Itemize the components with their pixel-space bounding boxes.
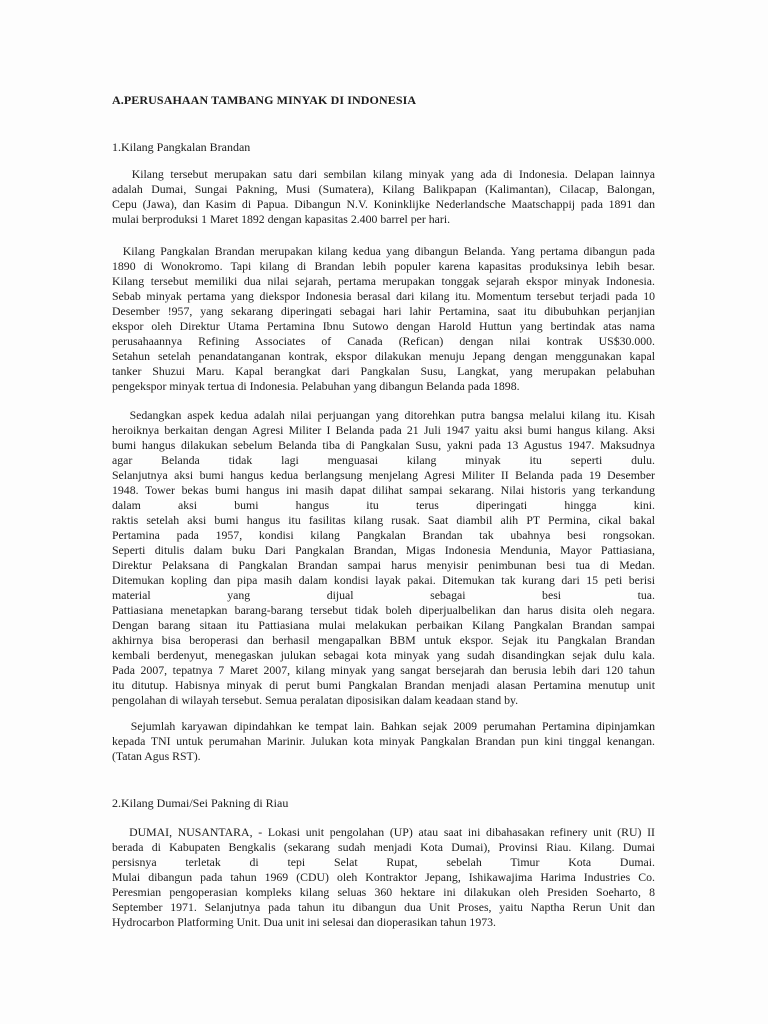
section-2-heading: 2.Kilang Dumai/Sei Pakning di Riau [112,796,289,810]
text-line: Pertamina pada 1957, kondisi kilang Pangkalan Brandan tak ubahnya besi rongsokan. [112,528,655,542]
section-1-paragraph-2 [112,244,655,394]
section-1-paragraph-4 [112,719,655,764]
text-line: heroiknya berkaitan dengan Agresi Militer I Belanda pada 21 Juli 1947 yaitu aksi bumi hangus kilang. Aksi [112,423,655,437]
text-line: Kilang tersebut merupakan satu dari sembilan kilang minyak yang ada di Indonesia. Delapan lainnya [112,167,655,181]
text-line: Seperti ditulis dalam buku Dari Pangkalan Brandan, Migas Indonesia Mendunia, Mayor Pattiasiana, [112,543,655,557]
text-line: Setahun setelah penandatanganan kontrak, ekspor dilakukan menuju Jepang dengan menggunakan kapal [112,349,655,363]
text-line: perusahaannya Refining Associates of Canada (Refican) dengan nilai kontrak US$30.000. [112,334,655,348]
text-line: kepada TNI untuk perumahan Marinir. Julukan kota minyak Pangkalan Brandan pun kini tinggal kenangan. [112,734,655,748]
section-2-paragraph-1 [112,825,655,930]
section-1-paragraph-1 [112,167,655,227]
text-line: pengolahan di wilayah tersebut. Semua peralatan diposisikan dalam keadaan stand by. [112,693,519,707]
text-line: mulai berproduksi 1 Maret 1892 dengan kapasitas 2.400 barrel per hari. [112,212,451,226]
text-line: itu ditutup. Habisnya minyak di perut bumi Pangkalan Brandan menjadi alasan Pertamina menutup unit [112,678,655,692]
text-line: Hydrocarbon Platforming Unit. Dua unit ini selesai dan dioperasikan tahun 1973. [112,915,496,929]
text-line: Ditemukan kopling dan pipa masih dalam kondisi layak pakai. Ditemukan tak kurang dari 15 peti berisi [112,573,655,587]
text-line: Direktur Pelaksana di Pangkalan Brandan sampai harus menyisir penimbunan besi tua di Medan. [112,558,655,572]
text-line: kembali berdenyut, menegaskan julukan sebagai kota minyak yang sudah disandingkan sejak dulu kala. [112,648,655,662]
text-line: material yang dijual sebagai besi tua. [112,588,655,602]
text-line: Selanjutnya aksi bumi hangus kedua berlangsung menjelang Agresi Militer II Belanda pada 19 Desember [112,468,655,482]
text-line: Peresmian pengoperasian kompleks kilang seluas 360 hektare ini dilakukan oleh Presiden Soeharto, 8 [112,885,655,899]
text-line: adalah Dumai, Sungai Pakning, Musi (Sumatera), Kilang Balikpapan (Kalimantan), Cilacap, Balongan, [112,182,655,196]
text-line: 1948. Tower bekas bumi hangus ini masih dapat dilihat sampai sekarang. Nilai historis yang terkandung [112,483,655,497]
section-1-heading: 1.Kilang Pangkalan Brandan [112,140,251,154]
text-line: Kilang tersebut memiliki dua nilai sejarah, pertama merupakan tonggak sejarah ekspor minyak Indonesia. [112,274,655,288]
text-line: tanker Shuzui Maru. Kapal berangkat dari Pangkalan Susu, Langkat, yang merupakan pelabuhan [112,364,655,378]
text-line: Pattiasiana menetapkan barang-barang tersebut tidak boleh diperjualbelikan dan harus disita oleh negara. [112,603,655,617]
text-line: (Tatan Agus RST). [112,749,201,763]
section-1-paragraph-3 [112,408,655,708]
text-line: Sejumlah karyawan dipindahkan ke tempat lain. Bahkan sejak 2009 perumahan Pertamina dipinjamkan [112,719,655,733]
text-line: 1890 di Wonokromo. Tapi kilang di Brandan lebih populer karena kapasitas produksinya lebih besar. [112,259,655,273]
text-line: Kilang Pangkalan Brandan merupakan kilang kedua yang dibangun Belanda. Yang pertama dibangun pada [112,244,655,258]
text-line: pengekspor minyak tertua di Indonesia. Pelabuhan yang dibangun Belanda pada 1898. [112,379,520,393]
text-line: Sebab minyak pertama yang diekspor Indonesia berasal dari kilang itu. Momentum tersebut terjadi pada 10 [112,289,655,303]
text-line: Cepu (Jawa), dan Kasim di Papua. Dibangun N.V. Koninklijke Nederlandsche Maatschappij pada 1891 dan [112,197,655,211]
text-line: berada di Kabupaten Bengkalis (sekarang sudah menjadi Kota Dumai), Provinsi Riau. Kilang. Dumai [112,840,655,854]
text-line: agar Belanda tidak lagi menguasai kilang minyak itu seperti dulu. [112,453,655,467]
text-line: Sedangkan aspek kedua adalah nilai perjuangan yang ditorehkan putra bangsa melalui kilang itu. Kisah [112,408,655,422]
text-line: Desember !957, yang sekarang diperingati sebagai hari lahir Pertamina, saat itu dibubuhkan perjanjian [112,304,655,318]
text-line: Dengan barang sitaan itu Pattiasiana mulai melakukan perbaikan Kilang Pangkalan Brandan sampai [112,618,655,632]
text-line: raktis setelah aksi bumi hangus itu fasilitas kilang rusak. Saat diambil alih PT Permina, cikal bakal [112,513,655,527]
text-line: akhirnya bisa beroperasi dan berhasil mengapalkan BBM untuk ekspor. Sejak itu Pangkalan Brandan [112,633,655,647]
text-line: Pada 2007, tepatnya 7 Maret 2007, kilang minyak yang sangat bersejarah dan berusia lebih dari 120 tahun [112,663,655,677]
text-line: bumi hangus dilakukan sebelum Belanda tiba di Pangkalan Susu, yakni pada 13 Agustus 1947. Maksudnya [112,438,655,452]
text-line: DUMAI, NUSANTARA, - Lokasi unit pengolahan (UP) atau saat ini dibahasakan refinery unit (RU) II [112,825,655,839]
text-line: September 1971. Selanjutnya pada tahun itu dibangun dua Unit Proses, yaitu Naptha Rerun Unit dan [112,900,655,914]
text-line: ekspor oleh Direktur Utama Pertamina Ibnu Sutowo dengan Harold Huttun yang bertindak atas nama [112,319,655,333]
text-line: dalam aksi bumi hangus itu terus diperingati hingga kini. [112,498,655,512]
text-line: persisnya terletak di tepi Selat Rupat, sebelah Timur Kota Dumai. [112,855,655,869]
text-line: Mulai dibangun pada tahun 1969 (CDU) oleh Kontraktor Jepang, Ishikawajima Harima Industries Co. [112,870,655,884]
document-title: A.PERUSAHAAN TAMBANG MINYAK DI INDONESIA [112,93,417,107]
